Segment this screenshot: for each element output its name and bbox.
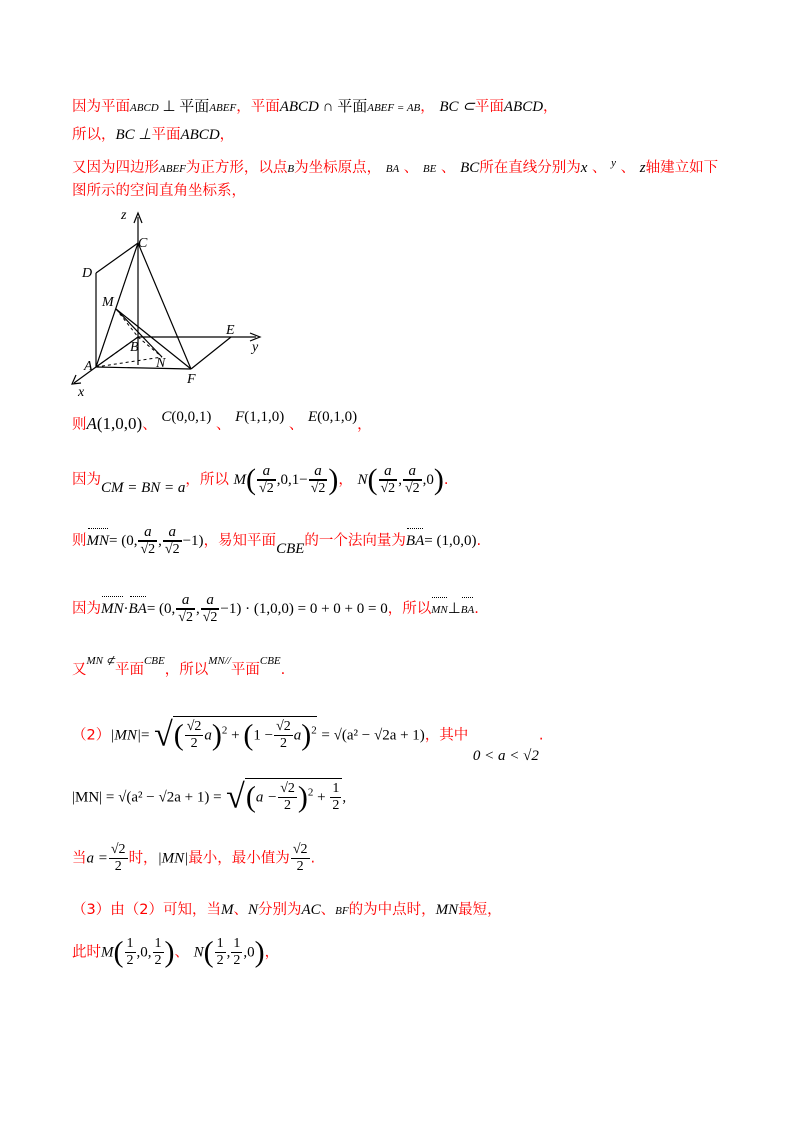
line-12: 当a = $\frac{√2}{2}$ 时，|MN|最小，最小值为 $\frac{√2}{2}$ . [72,842,316,874]
y-label: y [252,340,259,355]
line-10: （2）|MN|= √( $\frac{√2}{2}$ a)$^2$ + (1 − $\frac{√2}{2}$ a)$^2$ = √(a² − √2a + 1)，其中 0 < a < √2. [72,716,544,764]
point-f-label: F [187,372,196,387]
line-1: 因为平面ABCD ⊥ 平面ABEF，平面ABCD ∩ 平面ABEF = AB， BC ⊂平面ABCD， [72,99,558,115]
line-5: 则A(1,0,0)、 C(0,0,1) 、 F(1,1,0) 、 E(0,1,0)， [72,409,372,433]
point-b-label: B [130,340,139,355]
line-7: 则MN= (0, $\frac{a}{√2}$ , $\frac{a}{√2}$ −1)，易知平面CBE的一个法向量为BA= (1,0,0). [72,524,482,557]
line-9: 又$^{MN ⊄}$平面$^{CBE}$，所以$^{MN//}$平面$^{CBE}$. [72,655,286,678]
line-14: 此时M( $\frac{1}{2}$ ,0, $\frac{1}{2}$ )、 N( $\frac{1}{2}$ , $\frac{1}{2}$ ,0)， [72,935,280,969]
point-c-label: C [138,236,148,251]
line-2: 所以，BC ⊥平面ABCD， [72,127,235,143]
point-e-label: E [226,323,235,338]
point-m-label: M [102,295,114,310]
point-d-label: D [82,266,93,281]
z-label: z [121,208,127,223]
point-a-label: A [84,359,93,374]
line-13: （3）由（2）可知，当M、N分别为AC、BF的为中点时，MN最短， [72,902,502,918]
line-3: 又因为四边形ABEF为正方形，以点B为坐标原点， BA 、 BE 、 BC所在直线分别为x 、 $^y$ 、 z轴建立如下 [72,157,719,176]
line-8: 因为MN·BA= (0, $\frac{a}{√2}$ , $\frac{a}{√2}$ −1) · (1,0,0) = 0 + 0 + 0 = 0，所以MN⊥BA. [72,592,479,625]
line-4: 图所示的空间直角坐标系， [72,183,246,199]
x-label: x [78,385,85,400]
point-n-label: N [156,356,166,371]
line-11: |MN| = √(a² − √2a + 1) = √(a − $\frac{√2}{2}$ )$^2$ + $\frac{1}{2}$ , [72,778,347,816]
coordinate-figure [66,205,276,400]
line-6: 因为CM = BN = a，所以 M( $\frac{a}{√2}$ ,0,1− $\frac{a}{√2}$ )， N( $\frac{a}{√2}$ , $\frac{a}{√2}$ ,0). [72,463,449,496]
